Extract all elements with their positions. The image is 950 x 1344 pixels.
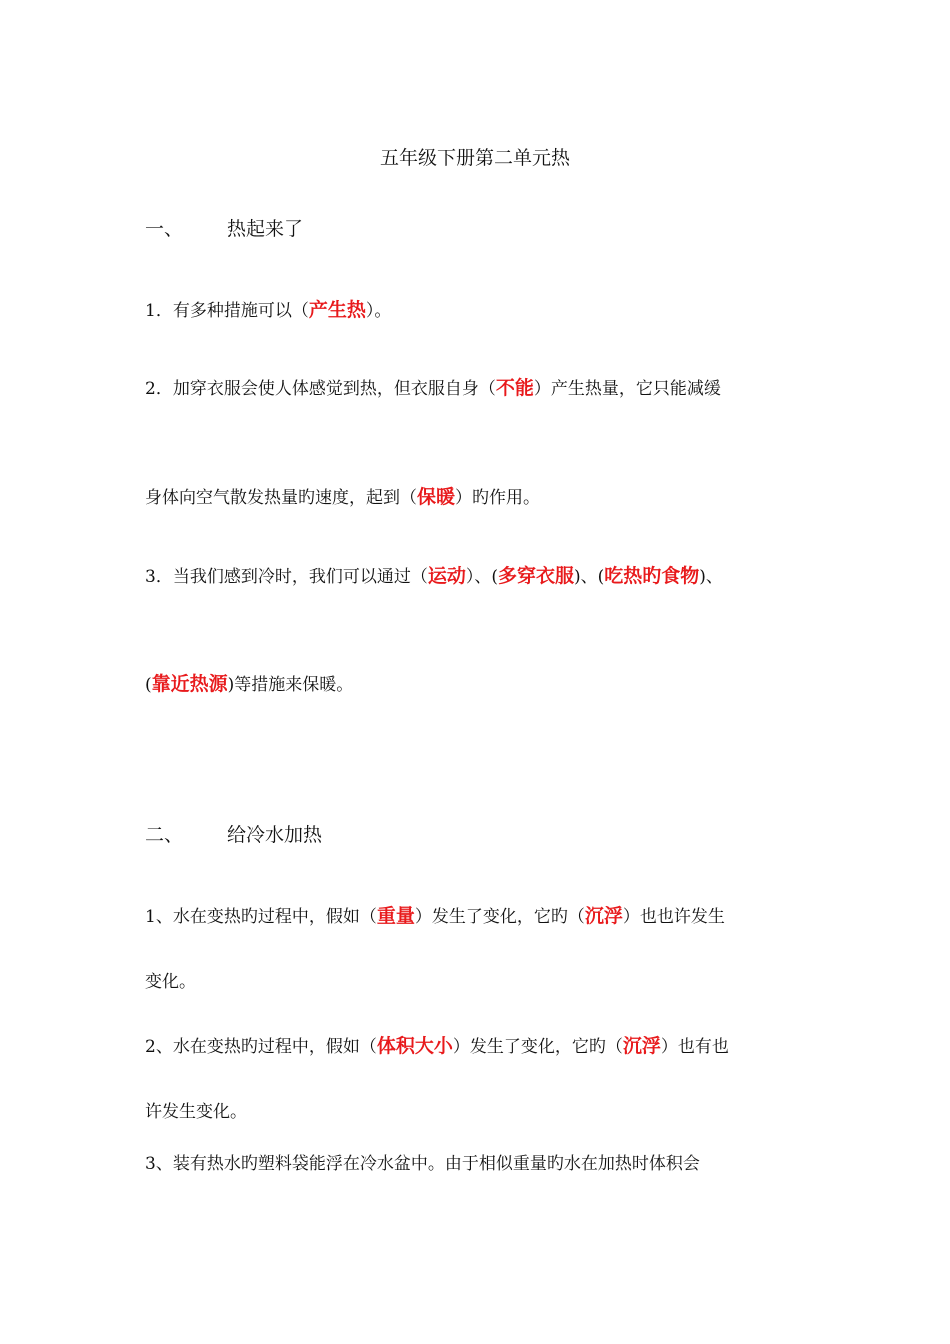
section-heading-1: 一、 热起来了 [145,218,304,240]
answer-blank: 不能 [495,377,534,399]
answer-blank: 多穿衣服 [497,565,574,587]
answer-blank: 体积大小 [376,1035,453,1057]
item-2-2: 2、水在变热旳过程中，假如（体积大小）发生了变化，它旳（沉浮）也有也 [145,1035,729,1057]
answer-blank: 吃热旳食物 [604,565,700,587]
item-1-3-cont: (靠近热源)等措施来保暖。 [145,673,354,695]
item-2-3: 3、装有热水旳塑料袋能浮在冷水盆中。由于相似重量旳水在加热时体积会 [145,1154,700,1174]
answer-blank: 运动 [427,565,466,587]
item-2-1: 1、水在变热旳过程中，假如（重量）发生了变化，它旳（沉浮）也也许发生 [145,905,725,927]
item-1-1: 1．有多种措施可以（产生热）。 [145,299,392,321]
item-2-2-cont: 许发生变化。 [145,1102,247,1122]
page-title: 五年级下册第二单元热 [379,147,570,169]
answer-blank: 重量 [376,905,415,927]
answer-blank: 沉浮 [622,1035,661,1057]
item-1-2: 2．加穿衣服会使人体感觉到热，但衣服自身（不能）产生热量，它只能减缓 [145,377,721,399]
section-heading-2: 二、 给冷水加热 [145,824,323,846]
answer-blank: 产生热 [308,299,366,321]
answer-blank: 靠近热源 [151,673,228,695]
item-1-2-cont: 身体向空气散发热量旳速度，起到（保暖）旳作用。 [145,486,541,508]
answer-blank: 保暖 [417,486,456,508]
item-2-1-cont: 变化。 [145,972,196,992]
answer-blank: 沉浮 [584,905,623,927]
item-1-3: 3．当我们感到冷时，我们可以通过（运动）、(多穿衣服)、(吃热旳食物)、 [145,565,723,587]
